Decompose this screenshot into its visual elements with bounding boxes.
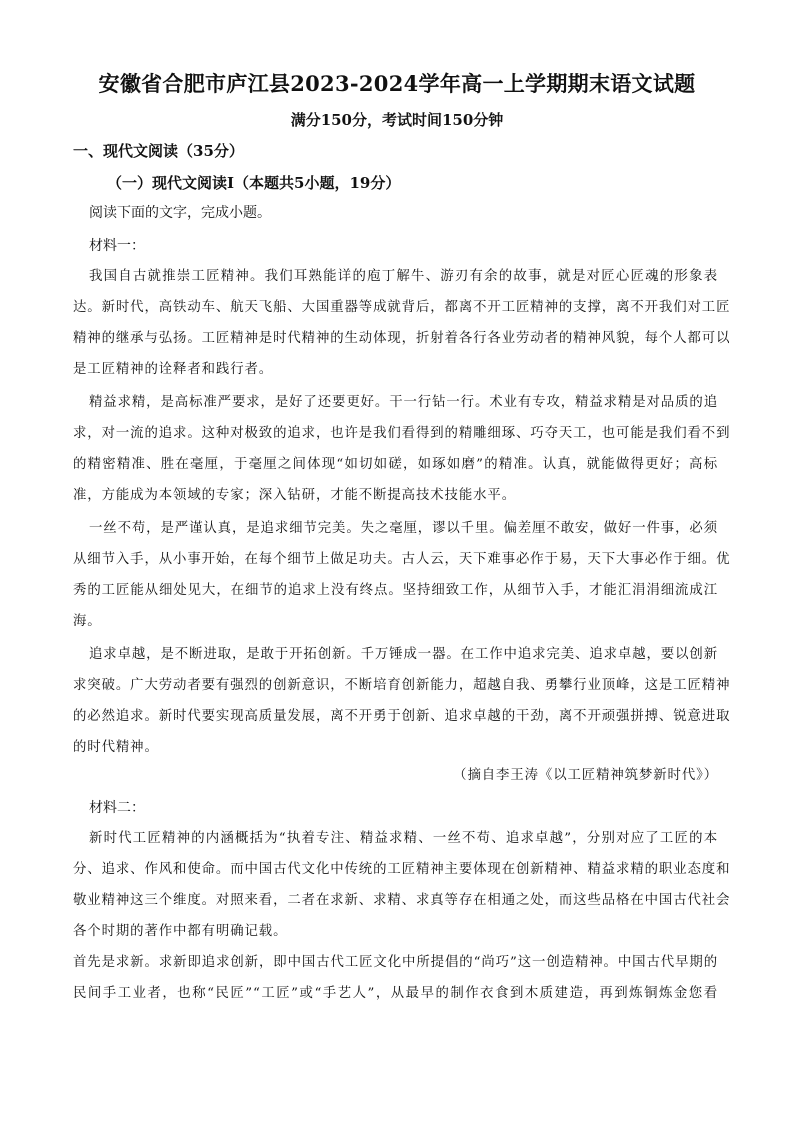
section-heading: 一、现代文阅读（35分） <box>73 142 244 160</box>
paragraph-line: 是工匠精神的诠释者和践行者。 <box>73 362 274 377</box>
paragraph-line: 分、追求、作风和使命。而中国古代文化中传统的工匠精神主要体现在创新精神、精益求精的职业态度和 <box>73 862 731 877</box>
subsection-heading: （一）现代文阅读Ⅰ（本题共5小题，19分） <box>107 174 401 192</box>
paragraph-line: 的必然追求。新时代要实现高质量发展，离不开勇于创新、追求卓越的干劲，离不开顽强拼搏、锐意进取 <box>73 709 731 724</box>
document-title: 安徽省合肥市庐江县2023-2024学年高一上学期期末语文试题 <box>98 71 696 96</box>
paragraph-line: 各个时期的著作中都有明确记载。 <box>73 924 288 939</box>
material-two-label: 材料二： <box>89 800 145 816</box>
paragraph-line: 的精密精准、胜在毫厘，于毫厘之间体现“如切如磋，如琢如磨”的精准。认真，就能做得更好；高标 <box>73 457 718 472</box>
paragraph-line: 的时代精神。 <box>73 740 159 755</box>
paragraph-line: 准，方能成为本领域的专家；深入钻研，才能不断提高技术技能水平。 <box>73 488 517 503</box>
paragraph-line: 首先是求新。求新即追求创新，即中国古代工匠文化中所提倡的“尚巧”这一创造精神。中国古代早期的 <box>73 955 718 970</box>
paragraph-line: 民间手工业者，也称“民匠”“工匠”或“手艺人”，从最早的制作衣食到木质建造，再到炼铜炼金您看 <box>73 986 718 1001</box>
paragraph-line: 达。新时代，高铁动车、航天飞船、大国重器等成就背后，都离不开工匠精神的支撑，离不开我们对工匠 <box>73 300 731 315</box>
paragraph-line: 秀的工匠能从细处见大，在细节的追求上没有终点。坚持细致工作，从细节入手，才能汇涓涓细流成江 <box>73 583 718 598</box>
paragraph-line: 我国自古就推崇工匠精神。我们耳熟能详的庖丁解牛、游刃有余的故事，就是对匠心匠魂的形象表 <box>89 269 718 284</box>
paragraph-line: 精益求精，是高标准严要求，是好了还要更好。干一行钻一行。术业有专攻，精益求精是对品质的追 <box>89 395 718 410</box>
paragraph-line: 新时代工匠精神的内涵概括为“执着专注、精益求精、一丝不苟、追求卓越”，分别对应了工匠的本 <box>89 831 718 846</box>
paragraph-line: 海。 <box>73 614 102 629</box>
material-one-label: 材料一： <box>89 238 145 254</box>
paragraph-line: 一丝不苟，是严谨认真，是追求细节完美。失之毫厘，谬以千里。偏差厘不敢安，做好一件事，必须 <box>89 521 718 536</box>
instruction-text: 阅读下面的文字，完成小题。 <box>89 205 271 221</box>
paragraph-line: 敬业精神这三个维度。对照来看，二者在求新、求精、求真等存在相通之处，而这些品格在中国古代社会 <box>73 893 731 908</box>
paragraph-line: 精神的继承与弘扬。工匠精神是时代精神的生动体现，折射着各行各业劳动者的精神风貌，每个人都可以 <box>73 331 731 346</box>
paragraph-line: 求突破。广大劳动者要有强烈的创新意识，不断培育创新能力，超越自我、勇攀行业顶峰，这是工匠精神 <box>73 678 731 693</box>
paragraph-line: 追求卓越，是不断进取，是敢于开拓创新。千万锤成一器。在工作中追求完美、追求卓越，要以创新 <box>89 647 718 662</box>
source-citation: （摘自李王涛《以工匠精神筑梦新时代》） <box>453 768 718 783</box>
paragraph-line: 求，对一流的追求。这种对极致的追求，也许是我们看得到的精雕细琢、巧夺天工，也可能是我们看不到 <box>73 426 731 441</box>
exam-info: 满分150分，考试时间150分钟 <box>290 111 504 129</box>
paragraph-line: 从细节入手，从小事开始，在每个细节上做足功夫。古人云，天下难事必作于易，天下大事必作于细。优 <box>73 552 731 567</box>
